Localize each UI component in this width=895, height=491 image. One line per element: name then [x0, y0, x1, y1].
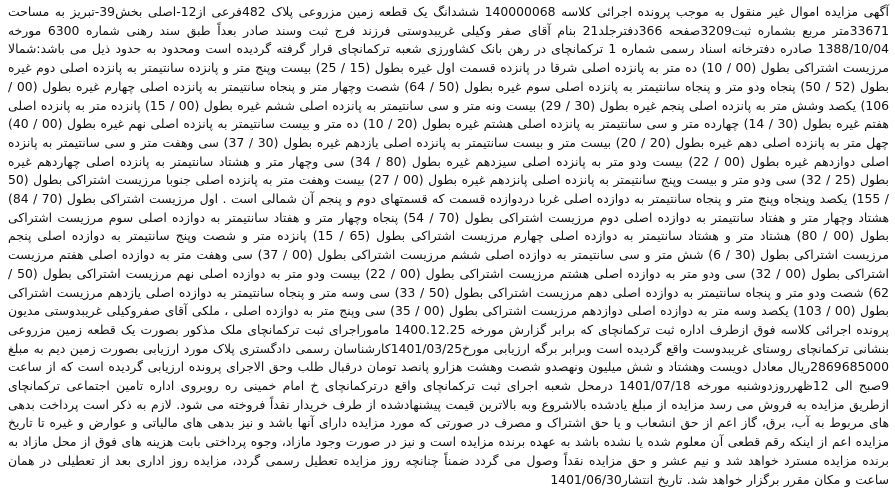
notice-body: آگهی مزایده اموال غیر منقول به موجب پرونده اجرائی کلاسه 140000068 ششدانگ یک قطعه زمین مزروعی پلاک 482فرعی از12-اصلی بخش39-تبریز به مساحت 33671متر مربع بشماره ثبت3209صفحه 366دفترجلد21 بنام آقای صفر وکیلی غریبدوستی فرزند فرج ثبت وسند صادر بعداً طبق سند رهنی شماره 6300 مورخه 1388/10/04 صادره دفترخانه اسناد رسمی شماره 1 ترکمانچای در رهن بانک کشاورزی شعبه ترکمانچای قرار گرفته گردیده است ومحدود به حدود ذیل می باشد:شمالا مرزیست اشتراکی بطول (00 / 10) ده متر به پانزده اصلی شرقا در پانزده قسمت اول غیره بطول (15 / 25) بیست وپنج متر و پانزده سانتیمتر به پانزده اصلی دوم غیره بطول (52 / 50) پنجاه ودو متر و پنجاه سانتیمتر به پانزده اصلی سوم غیره بطول (50 / 64) شصت وچهار متر و پنجاه سانتیمتر به پانزده اصلی چهارم غیره بطول (00 / 106) یکصد وشش متر به پانزده اصلی پنجم غیره بطول (30 / 29) بیست ونه متر و سی سانتیمتر به پانزده اصلی ششم غیره بطول (00 / 15) پانزده متر به پانزده اصلی هفتم غیره بطول (30 / 14) چهارده متر و سی سانتیمتر به پانزده اصلی هشتم غیره بطول (20 / 10) ده متر و بیست سانتیمتر به پانزده اصلی نهم غیره بطول (00 / 40) چهل متر به پانزده اصلی دهم غیره بطول (20 / 20) بیست متر و بیست سانتیمتر به پانزده اصلی یازدهم غیره بطول (30 / 37) سی وهفت متر و سی سانتیمتر به پانزده اصلی دوازدهم غیره بطول (00 / 22) بیست ودو متر به پانزده اصلی سیزدهم غیره بطول (80 / 34) سی وچهار متر و هشتاد سانتیمتر به پانزده اصلی چهاردهم غیره بطول (25 / 32) سی ودو متر و بیست وپنج سانتیمتر به پانزده اصلی پانزدهم غیره بطول (00 / 27) بیست وهفت متر به پانزده اصلی جنوبا مرزیست اشتراکی بطول (50 / 155) یکصد وپنجاه وپنج متر و پنجاه سانتیمتر به دوازده اصلی غربا دردوازده قسمت که قسمتهای دوم و پنجم آن شمالی است . اول مرزیست اشتراکی بطول (70 / 84) هشتاد وچهار متر و هفتاد سانتیمتر به دوازده اصلی دوم مرزیست اشتراکی بطول (70 / 54) پنجاه وچهار متر و هفتاد سانتیمتر به دوازده اصلی سوم مرزیست اشتراکی بطول (00 / 80) هشتاد متر و هشتاد سانتیمتر به دوازده اصلی چهارم مرزیست اشتراکی بطول (65 / 15) پانزده متر و شصت وپنج سانتیمتر به دوازده اصلی پنجم مرزیست اشتراکی بطول (30 / 6) شش متر و سی سانتیمتر به دوازده اصلی ششم مرزیست اشتراکی بطول (00 / 37) سی وهفت متر به دوازده اصلی هفتم مرزیست اشتراکی بطول (00 / 32) سی ودو متر به دوازده اصلی هشتم مرزیست اشتراکی بطول (00 / 22) بیست ودو متر به دوازده اصلی نهم مرزیست اشتراکی بطول (50 / 62) شصت ودو متر و پنجاه سانتیمتر به دوازده اصلی دهم مرزیست اشتراکی بطول (50 / 33) سی وسه متر و پنجاه سانتیمتر به دوازده اصلی یازدهم مرزیست اشتراکی بطول (00 / 103) یکصد وسه متر به دوازده اصلی دوازدهم مرزیست اشتراکی بطول (00 / 35) سی وپنج متر به دوازده اصلی ، ملکی آقای صفروکیلی غریبدوستی مدیون پرونده اجرائی کلاسه فوق ازطرف اداره ثبت ترکمانچای که برابر گزارش مورخه 1400.12.25 ماموراجرای ثبت ترکمانچای ملک مذکور بصورت یک قطعه زمین مزروعی بنشانی ترکمانچای روستای غریبدوست واقع گردیده است وبرابر برگه ارزیابی مورخ1401/03/25کارشناسان رسمی دادگستری پلاک مورد ارزیابی بصورت زمین دیم به مبلغ 2869685000ریال معادل دویست وهشتاد و شش میلیون ونهصدو شصت وهشت هزارو پانصد تومان درقبال طلب وحق الاجرای پرونده ارزیابی گردیده است که از ساعت 9صبح الی 12ظهرروزدوشنبه مورخه 1401/07/18 درمحل شعبه اجرای ثبت ترکمانچای واقع درترکمانچای خ امام خمینی ره روبروی اداره تامین اجتماعی ترکمانچای ازطریق مزایده به فروش می رسد مزایده از مبلغ یادشده بالاشروع وبه بالاترین قیمت پیشنهادشده از طرف خریدار نقداً فروخته می شود. لازم به ذکر است پرداخت بدهی های مربوط به آب، برق، گاز اعم از حق انشعاب و یا حق اشتراک و مصرف در صورتی که مورد مزایده دارای آنها باشد و نیز بدهی های مالیاتی و عوارض و غیره تا تاریخ مزایده اعم از اینکه رقم قطعی آن معلوم شده یا نشده باشد به عهده برنده مزایده است و نیز در صورت وجود مازاد، وجوه پرداختی بابت هزینه های فوق از محل مازاد به برنده مزایده مسترد خواهد شد و نیم عشر و حق مزایده نقداً وصول می گردد ضمناً چنانچه روز مزایده تعطیل رسمی گردد، مزایده روز اداری بعد از تعطیلی در همان ساعت و مکان مقرر برگزار خواهد شد. تاریخ انتشار1401/06/30 — [8, 4, 889, 487]
